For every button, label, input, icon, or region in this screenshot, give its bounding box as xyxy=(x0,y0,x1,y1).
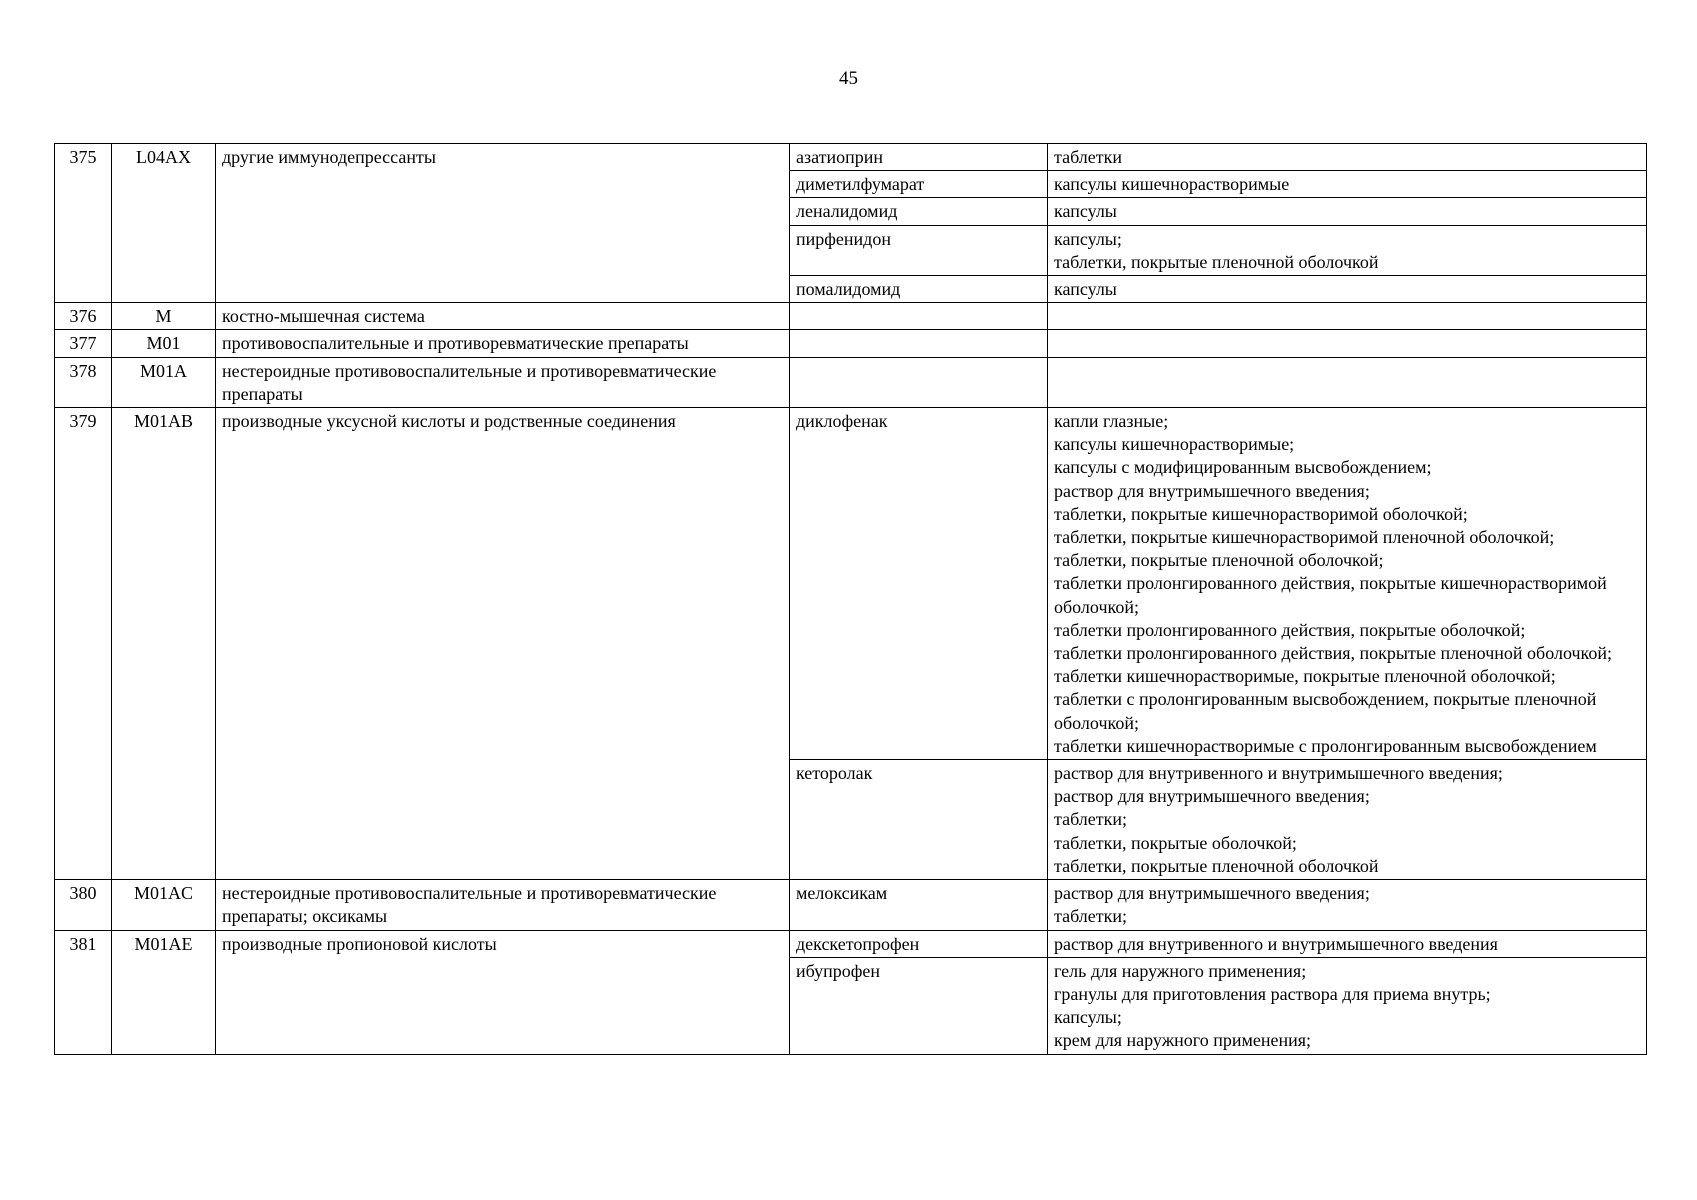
dosage-form-line: раствор для внутримышечного введения; xyxy=(1054,480,1370,501)
table-row xyxy=(55,930,1647,957)
drug-name: ибупрофен xyxy=(790,957,1048,1054)
row-number: 376 xyxy=(55,303,112,330)
dosage-form-line: таблетки; xyxy=(1054,809,1128,830)
dosage-form-line: таблетки, покрытые пленочной оболочкой xyxy=(1054,855,1379,876)
drug-list-table xyxy=(54,143,1647,1055)
dosage-forms xyxy=(1048,276,1647,303)
atc-description: костно-мышечная система xyxy=(216,303,790,330)
page-number: 45 xyxy=(839,68,858,89)
atc-description: нестероидные противовоспалительные и противоревматические препараты xyxy=(216,357,790,407)
drug-name: кеторолак xyxy=(790,760,1048,880)
drug-name: леналидомид xyxy=(790,198,1048,225)
table-row xyxy=(55,880,1647,930)
dosage-form-line: раствор для внутримышечного введения; xyxy=(1054,883,1370,904)
dosage-form-line: таблетки, покрытые оболочкой; xyxy=(1054,832,1297,853)
dosage-form-line: таблетки xyxy=(1054,147,1123,167)
dosage-forms xyxy=(1048,357,1647,407)
dosage-form-line: капсулы xyxy=(1054,201,1117,222)
atc-description: противовоспалительные и противоревматические препараты xyxy=(216,330,790,357)
dosage-forms xyxy=(1048,760,1647,880)
dosage-forms xyxy=(1048,144,1647,171)
dosage-form-line: капсулы; xyxy=(1054,1007,1122,1028)
dosage-form-line xyxy=(1054,332,1640,355)
dosage-form-line: крем для наружного применения; xyxy=(1054,1030,1312,1051)
atc-description: производные уксусной кислоты и родственные соединения xyxy=(216,408,790,880)
table-row xyxy=(55,357,1647,407)
drug-name xyxy=(790,303,1048,330)
atc-code: M01A xyxy=(112,357,216,407)
dosage-form-line: таблетки кишечнорастворимые, покрытые пленочной оболочкой; xyxy=(1054,666,1556,687)
atc-code: M01AB xyxy=(112,408,216,880)
dosage-forms xyxy=(1048,880,1647,930)
row-number: 377 xyxy=(55,330,112,357)
dosage-form-line: гранулы для приготовления раствора для приема внутрь; xyxy=(1054,983,1491,1004)
dosage-form-line: капли глазные; xyxy=(1054,411,1169,432)
dosage-form-line xyxy=(1054,305,1640,328)
atc-description: нестероидные противовоспалительные и противоревматические препараты; оксикамы xyxy=(216,880,790,930)
atc-code: M01 xyxy=(112,330,216,357)
dosage-forms xyxy=(1048,330,1647,357)
drug-name: диметилфумарат xyxy=(790,171,1048,198)
row-number: 379 xyxy=(55,408,112,880)
dosage-form-line: капсулы; xyxy=(1054,228,1122,249)
dosage-form-line: раствор для внутримышечного введения; xyxy=(1054,786,1370,807)
dosage-form-line: таблетки с пролонгированным высвобождением, покрытые пленочной оболочкой; xyxy=(1054,689,1597,733)
dosage-form-line: таблетки, покрытые пленочной оболочкой xyxy=(1054,251,1379,272)
dosage-form-line: раствор для внутривенного и внутримышечного введения xyxy=(1054,933,1498,954)
table-row xyxy=(55,144,1647,171)
dosage-form-line: таблетки; xyxy=(1054,906,1128,927)
drug-name: азатиоприн xyxy=(790,144,1048,171)
drug-name: мелоксикам xyxy=(790,880,1048,930)
atc-description: производные пропионовой кислоты xyxy=(216,930,790,1054)
table-row xyxy=(55,303,1647,330)
dosage-form-line: таблетки, покрытые кишечнорастворимой оболочкой; xyxy=(1054,503,1468,524)
dosage-form-line: капсулы кишечнорастворимые; xyxy=(1054,434,1295,455)
atc-code: M xyxy=(112,303,216,330)
dosage-form-line: капсулы xyxy=(1054,279,1117,300)
row-number: 381 xyxy=(55,930,112,1054)
dosage-form-line: таблетки кишечнорастворимые с пролонгированным высвобождением xyxy=(1054,735,1597,756)
dosage-forms xyxy=(1048,957,1647,1054)
dosage-forms xyxy=(1048,408,1647,760)
drug-name xyxy=(790,330,1048,357)
dosage-forms xyxy=(1048,930,1647,957)
atc-code: M01AC xyxy=(112,880,216,930)
row-number: 380 xyxy=(55,880,112,930)
dosage-form-line: капсулы с модифицированным высвобождением; xyxy=(1054,457,1432,478)
atc-description: другие иммунодепрессанты xyxy=(216,144,790,303)
drug-name: пирфенидон xyxy=(790,225,1048,275)
row-number: 375 xyxy=(55,144,112,303)
dosage-forms xyxy=(1048,225,1647,275)
drug-name: помалидомид xyxy=(790,276,1048,303)
dosage-form-line: таблетки пролонгированного действия, покрытые кишечнорастворимой оболочкой; xyxy=(1054,573,1607,617)
dosage-form-line xyxy=(1054,360,1640,383)
table-row xyxy=(55,330,1647,357)
drug-name: декскетопрофен xyxy=(790,930,1048,957)
dosage-form-line: раствор для внутривенного и внутримышечного введения; xyxy=(1054,763,1503,784)
dosage-forms xyxy=(1048,198,1647,225)
row-number: 378 xyxy=(55,357,112,407)
dosage-form-line: таблетки пролонгированного действия, покрытые пленочной оболочкой; xyxy=(1054,643,1612,664)
dosage-form-line: капсулы кишечнорастворимые xyxy=(1054,174,1290,195)
dosage-forms xyxy=(1048,303,1647,330)
atc-code: M01AE xyxy=(112,930,216,1054)
drug-name: диклофенак xyxy=(790,408,1048,760)
dosage-form-line: таблетки, покрытые пленочной оболочкой; xyxy=(1054,550,1384,571)
table-row xyxy=(55,408,1647,760)
drug-name xyxy=(790,357,1048,407)
dosage-forms xyxy=(1048,171,1647,198)
dosage-form-line: таблетки, покрытые кишечнорастворимой пленочной оболочкой; xyxy=(1054,527,1555,548)
atc-code: L04AX xyxy=(112,144,216,303)
dosage-form-line: гель для наружного применения; xyxy=(1054,960,1307,981)
dosage-form-line: таблетки пролонгированного действия, покрытые оболочкой; xyxy=(1054,619,1526,640)
